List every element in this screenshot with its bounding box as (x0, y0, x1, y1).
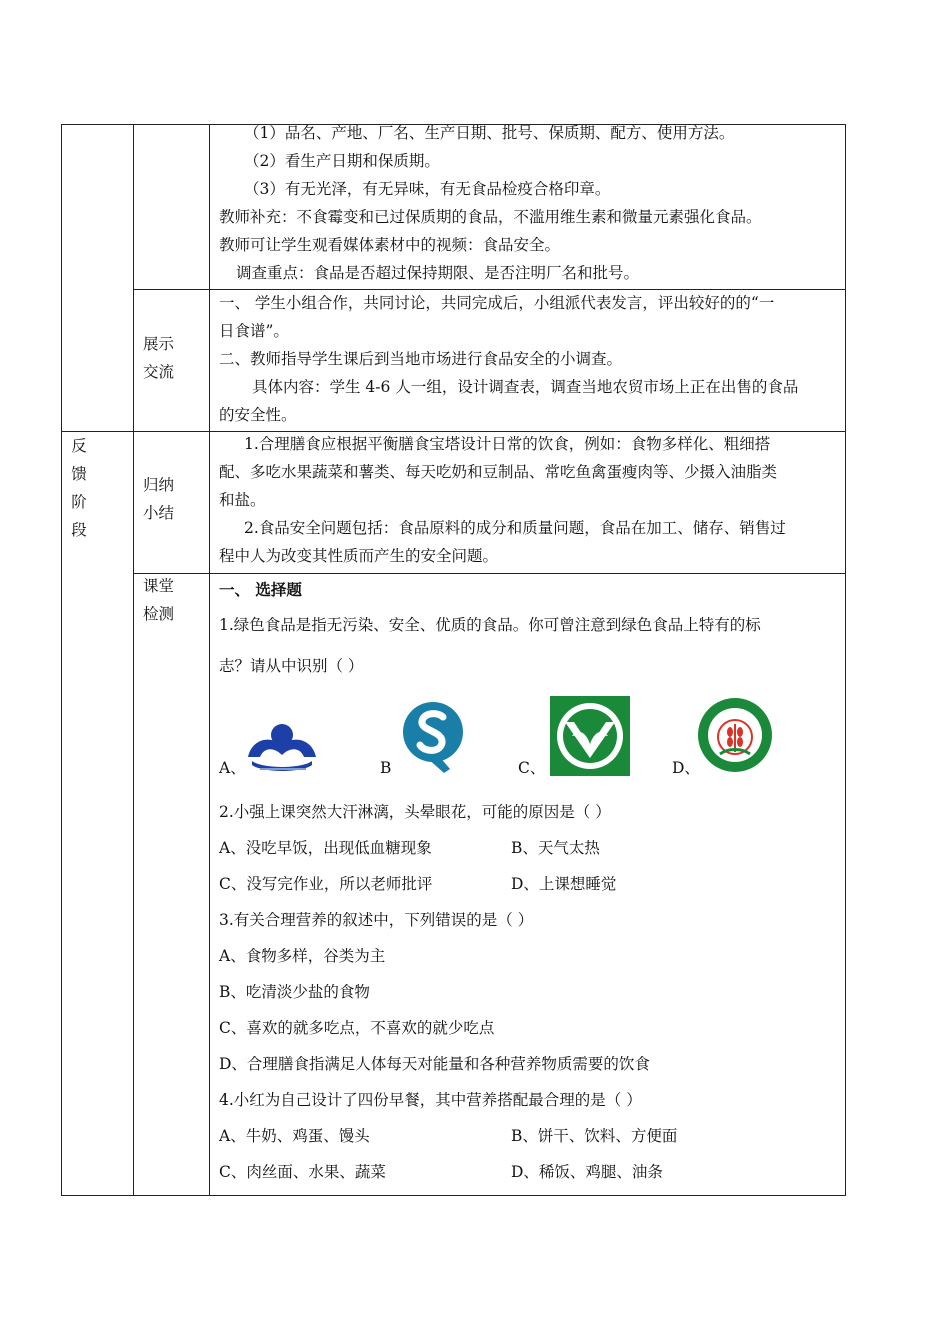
test-label-2: 检测 (143, 605, 175, 623)
section-heading: 一、 选择题 (219, 580, 302, 599)
exchange-line-4: 具体内容：学生 4-6 人一组，设计调查表，调查当地农贸市场上正在出售的食品 (252, 378, 799, 396)
stage-char-1: 反 (71, 437, 87, 455)
summary-label-2: 小结 (143, 504, 175, 522)
question-2-option-a: A、没吃早饭，出现低血糖现象 (219, 839, 432, 857)
exchange-line-5: 的安全性。 (219, 406, 297, 424)
test-label-1: 课堂 (143, 577, 175, 595)
question-2-option-b: B、天气太热 (511, 839, 600, 857)
logo-d-icon (696, 696, 774, 774)
summary-line-1: 1.合理膳食应根据平衡膳食宝塔设计日常的饮食，例如：食物多样化、粗细搭 (244, 435, 771, 453)
teacher-supplement: 教师补充：不食霉变和已过保质期的食品，不滥用维生素和微量元素强化食品。 (219, 208, 762, 226)
summary-line-2: 配、多吃水果蔬菜和薯类、每天吃奶和豆制品、常吃鱼禽蛋瘦肉等、少摄入油脂类 (219, 463, 778, 481)
survey-line-2: （2）看生产日期和保质期。 (244, 152, 440, 170)
exchange-line-1: 一、 学生小组合作，共同讨论，共同完成后，小组派代表发言，评出较好的的“一 (219, 294, 775, 312)
summary-line-5: 程中人为改变其性质而产生的安全问题。 (219, 547, 499, 565)
option-a-label: A、 (219, 759, 246, 777)
exchange-label-2: 交流 (143, 363, 175, 381)
stage-char-2: 馈 (71, 465, 87, 483)
row-divider-3 (133, 573, 846, 574)
option-b-label: B (380, 759, 392, 777)
question-3: 3.有关合理营养的叙述中，下列错误的是（ ） (219, 911, 534, 929)
column-divider-1 (133, 124, 134, 1196)
stage-char-4: 段 (71, 521, 87, 539)
question-4-option-c: C、肉丝面、水果、蔬菜 (219, 1163, 386, 1181)
survey-line-3: （3）有无光泽，有无异味，有无食品检疫合格印章。 (244, 180, 611, 198)
question-1-line-2: 志？请从中识别（ ） (219, 657, 364, 675)
question-3-option-a: A、食物多样，谷类为主 (219, 947, 386, 965)
logo-b-icon (400, 697, 466, 775)
survey-line-1: （1）品名、产地、厂名、生产日期、批号、保质期、配方、使用方法。 (244, 124, 735, 142)
summary-line-3: 和盐。 (219, 491, 266, 509)
option-d-label: D、 (672, 759, 700, 777)
question-3-option-c: C、喜欢的就多吃点，不喜欢的就少吃点 (219, 1019, 495, 1037)
option-c-label: C、 (518, 759, 546, 777)
question-2-option-d: D、上课想睡觉 (511, 875, 617, 893)
question-4-option-d: D、稀饭、鸡腿、油条 (511, 1163, 663, 1181)
question-2-option-c: C、没写完作业，所以老师批评 (219, 875, 433, 893)
logo-a-icon (242, 715, 322, 775)
question-4: 4.小红为自己设计了四份早餐，其中营养搭配最合理的是（ ） (219, 1091, 642, 1109)
question-2: 2.小强上课突然大汗淋漓，头晕眼花，可能的原因是（ ） (219, 803, 611, 821)
question-3-option-d: D、合理膳食指满足人体每天对能量和各种营养物质需要的饮食 (219, 1055, 650, 1073)
question-4-option-a: A、牛奶、鸡蛋、馒头 (219, 1127, 370, 1145)
logo-c-icon (550, 696, 630, 776)
survey-key-point: 调查重点：食品是否超过保持期限、是否注明厂名和批号。 (236, 264, 640, 282)
teacher-video-note: 教师可让学生观看媒体素材中的视频：食品安全。 (219, 236, 561, 254)
summary-label-1: 归纳 (143, 476, 175, 494)
exchange-line-3: 二、教师指导学生课后到当地市场进行食品安全的小调查。 (219, 350, 623, 368)
exchange-label-1: 展示 (143, 335, 175, 353)
summary-line-4: 2.食品安全问题包括：食品原料的成分和质量问题，食品在加工、储存、销售过 (244, 519, 786, 537)
column-divider-2 (209, 124, 210, 1196)
question-4-option-b: B、饼干、饮料、方便面 (511, 1127, 678, 1145)
question-1-line-1: 1.绿色食品是指无污染、安全、优质的食品。你可曾注意到绿色食品上特有的标 (219, 616, 761, 634)
stage-char-3: 阶 (71, 493, 87, 511)
exchange-line-2: 日食谱”。 (219, 322, 289, 340)
question-3-option-b: B、吃清淡少盐的食物 (219, 983, 370, 1001)
